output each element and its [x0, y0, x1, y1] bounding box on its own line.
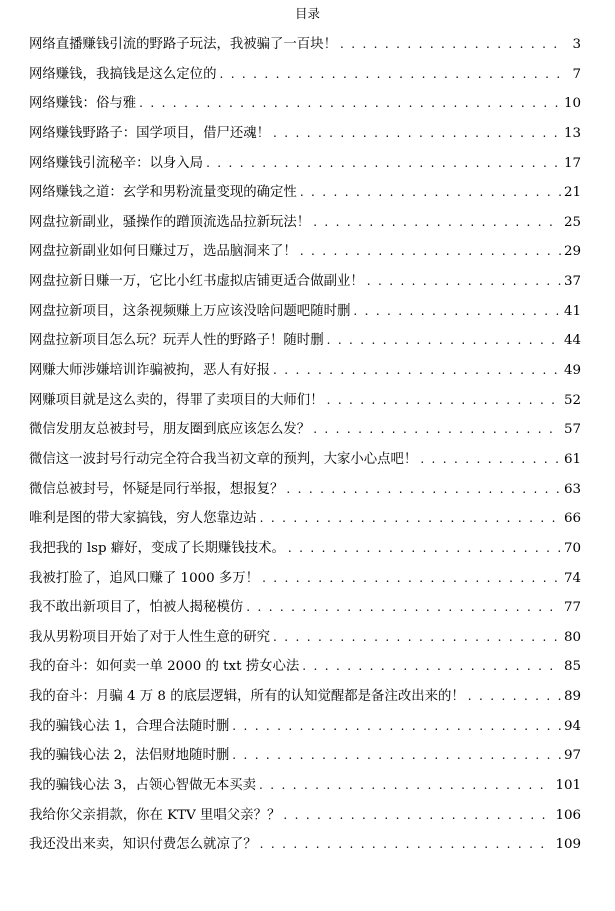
toc-leader-dots: [300, 241, 561, 261]
toc-entry-page-number: 3: [572, 37, 581, 52]
toc-entry-page-number: 29: [563, 244, 581, 260]
toc-entry[interactable]: [29, 686, 581, 716]
toc-entry-page-number: 74: [563, 570, 581, 586]
toc-entry-title: 网络赚钱：俗与雅: [29, 96, 137, 112]
toc-entry-page-number: 61: [563, 451, 581, 467]
toc-leader-dots: [302, 656, 561, 676]
toc-title: 目录: [294, 6, 320, 21]
toc-entry-page-number: 80: [563, 629, 581, 645]
toc-entry-page-number: 94: [563, 718, 581, 734]
toc-entry[interactable]: [29, 390, 581, 420]
toc-entry-title: 我把我的 lsp 癖好，变成了长期赚钱技术。: [29, 540, 285, 556]
toc-entry[interactable]: [29, 805, 581, 835]
toc-entry-title: 网盘拉新项目怎么玩？玩弄人性的野路子！随时删: [29, 333, 324, 349]
toc-entry-page-number: 97: [563, 748, 581, 764]
toc-leader-dots: [262, 568, 561, 588]
toc-entry-page-number: 85: [563, 659, 581, 675]
toc-entry[interactable]: [29, 419, 581, 449]
toc-entry-title: 我的骗钱心法 1，合理合法随时删: [29, 718, 230, 734]
toc-leader-dots: [283, 805, 552, 825]
toc-entry-title: 网盘拉新日赚一万，它比小红书虚拟店铺更适合做副业！: [29, 274, 364, 290]
toc-entry-page-number: 17: [563, 155, 581, 171]
toc-leader-dots: [353, 301, 561, 321]
toc-leader-dots: [259, 775, 552, 795]
toc-entry-title: 网盘拉新副业如何日赚过万，选品脑洞来了！: [29, 244, 297, 260]
toc-leader-dots: [313, 419, 561, 439]
toc-entry-title: 微信发朋友总被封号，朋友圈到底应该怎么发？: [29, 422, 311, 438]
toc-entry[interactable]: [29, 330, 581, 360]
toc-entry-title: 我从男粉项目开始了对于人性生意的研究: [29, 629, 271, 645]
toc-entry-title: 我的奋斗：月骗 4 万 8 的底层逻辑，所有的认知觉醒都是备注改出来的！: [29, 689, 465, 705]
toc-entry-page-number: 44: [563, 333, 581, 349]
toc-entry-page-number: 109: [555, 837, 581, 853]
toc-leader-dots: [300, 182, 561, 202]
toc-entry-page-number: 89: [563, 689, 581, 705]
toc-entry-page-number: 63: [563, 481, 581, 497]
toc-entry[interactable]: [29, 508, 581, 538]
toc-entry-title: 网盘拉新副业，骚操作的蹭顶流选品拉新玩法！: [29, 214, 311, 230]
toc-entry[interactable]: [29, 627, 581, 657]
toc-leader-dots: [232, 716, 561, 736]
toc-leader-dots: [468, 686, 561, 706]
toc-leader-dots: [273, 627, 561, 647]
toc-entry-title: 微信总被封号，怀疑是同行举报，想报复？: [29, 481, 284, 497]
toc-leader-dots: [313, 212, 561, 232]
toc-leader-dots: [286, 479, 561, 499]
toc-entry-page-number: 101: [555, 778, 581, 794]
toc-entry[interactable]: [29, 745, 581, 775]
toc-entry-page-number: 37: [563, 274, 581, 290]
toc-entry-page-number: 25: [563, 214, 581, 230]
toc-entry-page-number: 106: [555, 807, 581, 823]
toc-entry-title: 网赚项目就是这么卖的，得罪了卖项目的大师们！: [29, 392, 324, 408]
toc-entry-page-number: 41: [563, 303, 581, 319]
toc-entry-page-number: 13: [563, 125, 581, 141]
toc-entry-title: 唯利是图的带大家搞钱，穷人您靠边站: [29, 511, 257, 527]
toc-leader-dots: [327, 390, 561, 410]
toc-entry-title: 网盘拉新项目，这条视频赚上万应该没啥问题吧随时删: [29, 303, 351, 319]
toc-entry[interactable]: [29, 479, 581, 509]
toc-entry[interactable]: [29, 656, 581, 686]
toc-leader-dots: [420, 449, 561, 469]
toc-entry[interactable]: [29, 241, 581, 271]
toc-leader-dots: [206, 153, 561, 173]
toc-entry[interactable]: [29, 93, 581, 123]
toc-entry[interactable]: [29, 153, 581, 183]
toc-entry-title: 网赚大师涉嫌培训诈骗被拘，恶人有好报: [29, 363, 271, 379]
toc-list: [29, 34, 581, 864]
toc-entry[interactable]: [29, 716, 581, 746]
toc-entry-page-number: 52: [563, 392, 581, 408]
toc-entry[interactable]: [29, 182, 581, 212]
toc-leader-dots: [288, 538, 561, 558]
toc-leader-dots: [260, 508, 561, 528]
toc-leader-dots: [367, 271, 561, 291]
toc-entry-title: 网络赚钱野路子：国学项目，借尸还魂！: [29, 125, 271, 141]
toc-entry[interactable]: [29, 271, 581, 301]
toc-entry-title: 网络赚钱引流秘辛：以身入局: [29, 155, 204, 171]
toc-entry-title: 我给你父亲捐款，你在 KTV 里唱父亲？？: [29, 807, 281, 823]
toc-leader-dots: [327, 330, 561, 350]
toc-leader-dots: [219, 64, 564, 84]
toc-entry-title: 我被打脸了，追风口赚了 1000 多万！: [29, 570, 260, 586]
toc-entry[interactable]: [29, 538, 581, 568]
toc-entry-title: 网络直播赚钱引流的野路子玩法，我被骗了一百块！: [29, 37, 337, 52]
toc-entry-title: 我不敢出新项目了，怕被人揭秘模仿: [29, 600, 244, 616]
toc-leader-dots: [340, 34, 564, 54]
toc-entry[interactable]: [29, 568, 581, 598]
toc-leader-dots: [260, 834, 553, 854]
toc-entry-page-number: 70: [563, 540, 581, 556]
toc-leader-dots: [232, 745, 561, 765]
toc-entry[interactable]: [29, 775, 581, 805]
toc-entry[interactable]: [29, 301, 581, 331]
toc-entry-title: 我的奋斗：如何卖一单 2000 的 txt 捞女心法: [29, 659, 300, 675]
toc-leader-dots: [273, 123, 561, 143]
toc-entry[interactable]: [29, 360, 581, 390]
toc-entry-page-number: 21: [563, 185, 581, 201]
toc-entry[interactable]: [29, 597, 581, 627]
toc-leader-dots: [139, 93, 561, 113]
toc-entry-page-number: 10: [563, 96, 581, 112]
toc-leader-dots: [246, 597, 561, 617]
toc-entry-title: 微信这一波封号行动完全符合我当初文章的预判，大家小心点吧！: [29, 451, 418, 467]
toc-entry[interactable]: [29, 212, 581, 242]
toc-entry-page-number: 77: [563, 600, 581, 616]
toc-entry-title: 我的骗钱心法 2，法侣财地随时删: [29, 748, 230, 764]
toc-entry-page-number: 57: [563, 422, 581, 438]
toc-entry[interactable]: [29, 449, 581, 479]
toc-entry[interactable]: [29, 123, 581, 153]
toc-entry-title: 我的骗钱心法 3，占领心智做无本买卖: [29, 778, 257, 794]
toc-entry-title: 网络赚钱之道：玄学和男粉流量变现的确定性: [29, 185, 297, 201]
toc-entry[interactable]: [29, 34, 581, 64]
toc-entry-title: 我还没出来卖，知识付费怎么就凉了？: [29, 837, 257, 853]
toc-entry-page-number: 49: [563, 363, 581, 379]
toc-leader-dots: [273, 360, 561, 380]
toc-entry-page-number: 7: [572, 66, 581, 82]
toc-entry-title: 网络赚钱，我搞钱是这么定位的: [29, 66, 217, 82]
toc-entry[interactable]: [29, 64, 581, 94]
toc-entry-page-number: 66: [563, 511, 581, 527]
toc-entry[interactable]: [29, 834, 581, 864]
